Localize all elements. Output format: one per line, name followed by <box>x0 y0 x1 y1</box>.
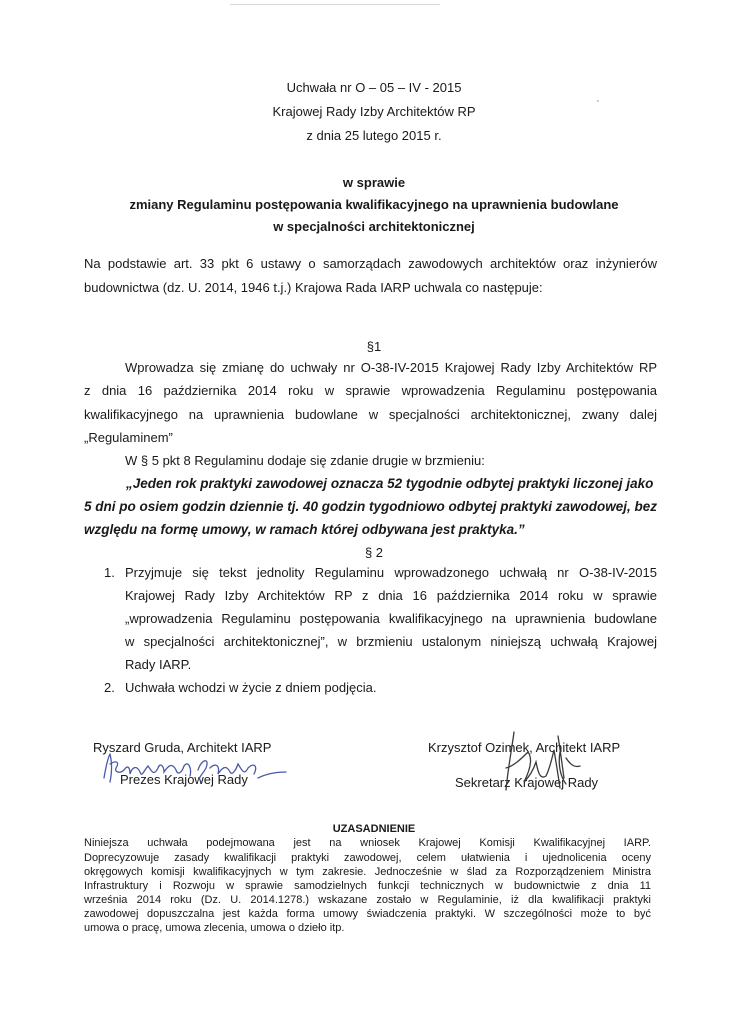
list-item-line: w specjalności architektonicznej”, w brzmieniu ustalonym niniejszą uchwałą Krajowej <box>125 634 657 649</box>
council-name: Krajowej Rady Izby Architektów RP <box>272 104 476 119</box>
scan-edge-line <box>230 4 440 5</box>
preamble-line: budownictwa (dz. U. 2014, 1946 t.j.) Krajowa Rada IARP uchwala co następuje: <box>84 280 543 295</box>
justification-line: Doprecyzowuje zasady kwalifikacji praktyki zawodowej, celem ułatwienia i ujednolicenia oceny <box>84 852 651 864</box>
subject-title: zmiany Regulaminu postępowania kwalifikacyjnego na uprawnienia budowlane <box>129 197 619 212</box>
paragraph-line: kwalifikacyjnego na uprawnienia budowlane w specjalności architektonicznej, zwany dalej <box>84 407 657 422</box>
preamble-line: Na podstawie art. 33 pkt 6 ustawy o samorządach zawodowych architektów oraz inżynierów <box>84 256 657 271</box>
list-item-line: Krajowej Rady Izby Architektów RP z dnia 16 października 2014 roku w sprawie <box>125 588 657 603</box>
justification-line: zawodowej dopuszczalna jest każda forma umowy świadczenia praktyki. W szczególności może to być <box>84 908 651 920</box>
handwritten-signature-right <box>500 728 620 798</box>
section-2-heading: § 2 <box>364 545 384 560</box>
list-item-line: „wprowadzenia Regulaminu postępowania kwalifikacyjnego na uprawnienia budowlane <box>125 611 657 626</box>
justification-line: okręgowych komisji kwalifikacyjnych w tym zakresie. Jednocześnie w ślad za Rozporządzeniem Ministra <box>84 866 651 878</box>
justification-line: Niniejsza uchwała podejmowana jest na wniosek Krajowej Komisji Kwalifikacyjnej IARP. <box>84 837 651 849</box>
subject-intro: w sprawie <box>342 175 406 190</box>
handwritten-signature-left <box>98 748 288 792</box>
justification-heading: UZASADNIENIE <box>332 823 416 835</box>
section-1-heading: §1 <box>366 339 382 354</box>
signatory-right-name: Krzysztof Ozimek, Architekt IARP <box>428 740 621 755</box>
amendment-quote-line: 5 dni po osiem godzin dziennie tj. 40 godzin tygodniowo odbytej praktyki zawodowej, bez <box>84 499 658 514</box>
list-number: 1. <box>104 565 115 580</box>
amendment-intro: W § 5 pkt 8 Regulaminu dodaje się zdanie drugie w brzmieniu: <box>125 453 485 468</box>
signatory-right-title: Sekretarz Krajowej Rady <box>455 775 599 790</box>
justification-line: września 2014 roku (Dz. U. 2014.1278.) wskazane zostało w Regulaminie, iż dla kwalifikacji praktyki <box>84 894 651 906</box>
list-item-line: Rady IARP. <box>125 657 192 672</box>
list-item-line: Uchwała wchodzi w życie z dniem podjęcia. <box>125 680 377 695</box>
scan-speck <box>597 100 599 102</box>
subject-title-cont: w specjalności architektonicznej <box>273 219 475 234</box>
resolution-number: Uchwała nr O – 05 – IV - 2015 <box>286 80 462 95</box>
resolution-date: z dnia 25 lutego 2015 r. <box>306 128 442 143</box>
justification-line: Infrastruktury i Rozwoju w sprawie samodzielnych funkcji technicznych w budownictwie z dnia 11 <box>84 880 651 892</box>
list-number: 2. <box>104 680 115 695</box>
amendment-quote-line: względu na formę umowy, w ramach której odbywana jest praktyka.” <box>84 522 525 537</box>
list-item-line: Przyjmuje się tekst jednolity Regulaminu wprowadzonego uchwałą nr O-38-IV-2015 <box>125 565 657 580</box>
signatory-left-title: Prezes Krajowej Rady <box>120 772 248 787</box>
amendment-quote-line: „Jeden rok praktyki zawodowej oznacza 52 tygodnie odbytej praktyki liczonej jako <box>126 476 654 491</box>
signatory-left-name: Ryszard Gruda, Architekt IARP <box>93 740 272 755</box>
paragraph-line: z dnia 16 października 2014 roku w sprawie wprowadzenia Regulaminu postępowania <box>84 383 657 398</box>
paragraph-line: Wprowadza się zmianę do uchwały nr O-38-IV-2015 Krajowej Rady Izby Architektów RP <box>125 360 657 375</box>
paragraph-line: „Regulaminem” <box>84 430 173 445</box>
justification-line: umowa o pracę, umowa zlecenia, umowa o dzieło itp. <box>84 922 345 934</box>
